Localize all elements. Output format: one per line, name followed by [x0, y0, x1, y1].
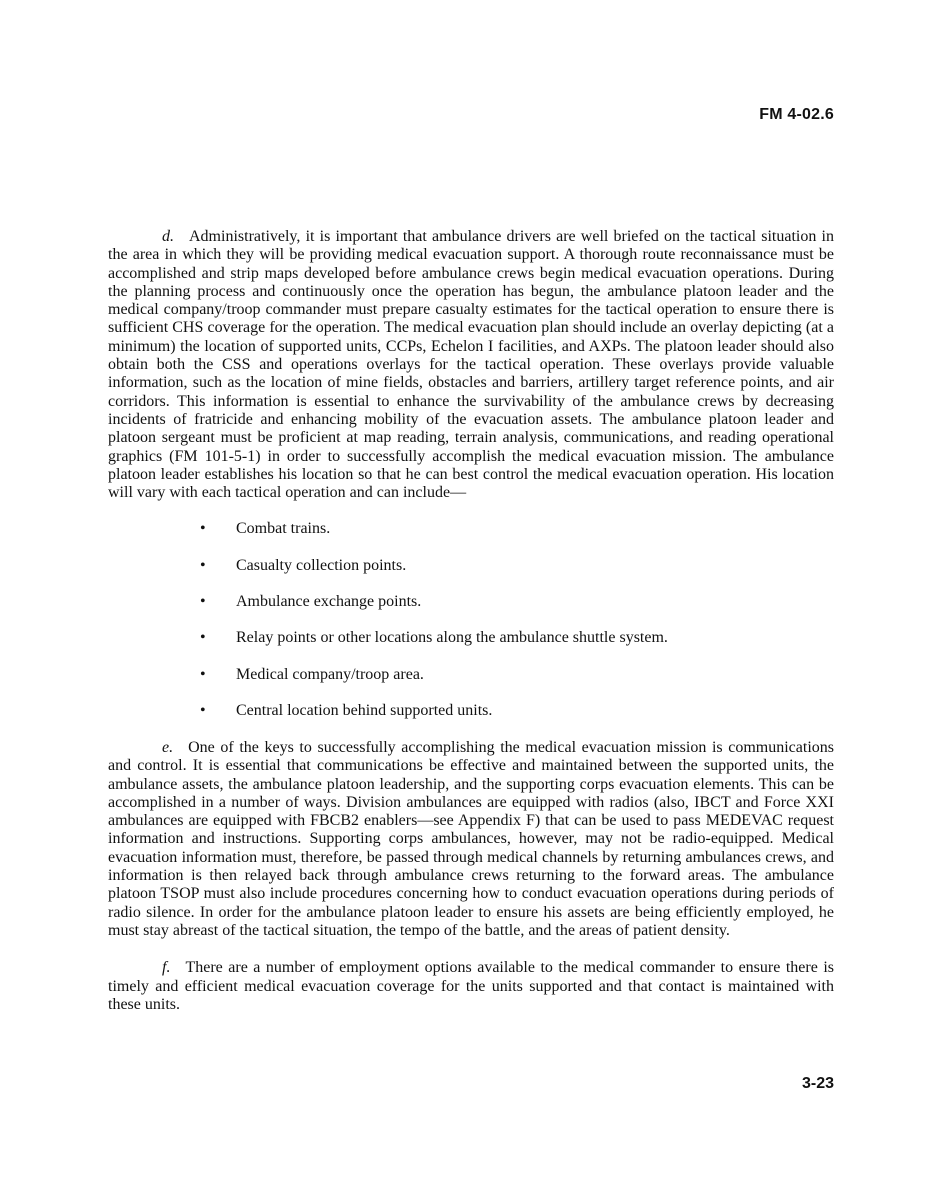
bullet-icon: •	[200, 556, 206, 574]
paragraph-e-label: e.	[162, 738, 174, 756]
manual-id-header: FM 4-02.6	[759, 106, 834, 123]
bullet-icon: •	[200, 701, 206, 719]
list-item-text: Relay points or other locations along the ambulance shuttle system.	[236, 629, 668, 647]
list-item	[108, 557, 834, 575]
list-item-text: Central location behind supported units.	[236, 701, 493, 719]
paragraph-d-text: Administratively, it is important that ambulance drivers are well briefed on the tactical situation in the area in which they will be providing medical evacuation support. A thorough route reconnaissance must be accomplished and strip maps developed before ambulance crews begin medical evacuation operations. During the planning process and continuously once the operation has begun, the ambulance platoon leader and the medical company/troop commander must prepare casualty estimates for the tactical operation to ensure there is sufficient CHS coverage for the operation. The medical evacuation plan should include an overlay depicting (at a minimum) the location of supported units, CCPs, Echelon I facilities, and AXPs. The platoon leader should also obtain both the CSS and operations overlays for the tactical operation. These overlays provide valuable information, such as the location of mine fields, obstacles and barriers, artillery target reference points, and air corridors. This information is essential to enhance the survivability of the ambulance crews by decreasing incidents of fratricide and enhancing mobility of the evacuation assets. The ambulance platoon leader and platoon sergeant must be proficient at map reading, terrain analysis, communications, and reading operational graphics (FM 101-5-1) in order to successfully accomplish the medical evacuation mission. The ambulance platoon leader establishes his location so that he can best control the medical evacuation operation. His location will vary with each tactical operation and can include—	[108, 228, 834, 502]
list-item-text: Combat trains.	[236, 520, 331, 538]
bullet-icon: •	[200, 665, 206, 683]
paragraph-f-text: There are a number of employment options available to the medical commander to ensure there is timely and efficient medical evacuation coverage for the units supported and that contact is maintained with these units.	[108, 959, 834, 1013]
list-item	[108, 666, 834, 684]
list-item-text: Ambulance exchange points.	[236, 593, 422, 611]
list-item	[108, 702, 834, 720]
bullet-icon: •	[200, 520, 206, 538]
list-item-text: Medical company/troop area.	[236, 665, 424, 683]
paragraph-d	[108, 228, 834, 502]
paragraph-e-text: One of the keys to successfully accomplishing the medical evacuation mission is communications and control. It is essential that communications be effective and maintained between the supported units, the ambulance assets, the ambulance platoon leadership, and the supporting corps evacuation elements. This can be accomplished in a number of ways. Division ambulances are equipped with radios (also, IBCT and Force XXI ambulances are equipped with FBCB2 enablers—see Appendix F) that can be used to pass MEDEVAC request information and instructions. Supporting corps ambulances, however, may not be radio-equipped. Medical evacuation information must, therefore, be passed through medical channels by returning ambulances crews, and information is then relayed back through ambulance crews returning to the forward areas. The ambulance platoon TSOP must also include procedures concerning how to conduct evacuation operations during periods of radio silence. In order for the ambulance platoon leader to ensure his assets are being efficiently employed, he must stay abreast of the tactical situation, the tempo of the battle, and the areas of patient density.	[108, 738, 834, 939]
page-body	[108, 228, 834, 1014]
list-item	[108, 629, 834, 647]
page-number: 3-23	[801, 1075, 834, 1092]
list-item	[108, 593, 834, 611]
location-bullet-list	[108, 520, 834, 719]
paragraph-e	[108, 739, 834, 940]
paragraph-d-label: d.	[162, 228, 174, 245]
bullet-icon: •	[200, 629, 206, 647]
bullet-icon: •	[200, 593, 206, 611]
paragraph-f-label: f.	[162, 959, 171, 977]
list-item-text: Casualty collection points.	[236, 556, 407, 574]
list-item	[108, 520, 834, 538]
paragraph-f	[108, 959, 834, 1014]
